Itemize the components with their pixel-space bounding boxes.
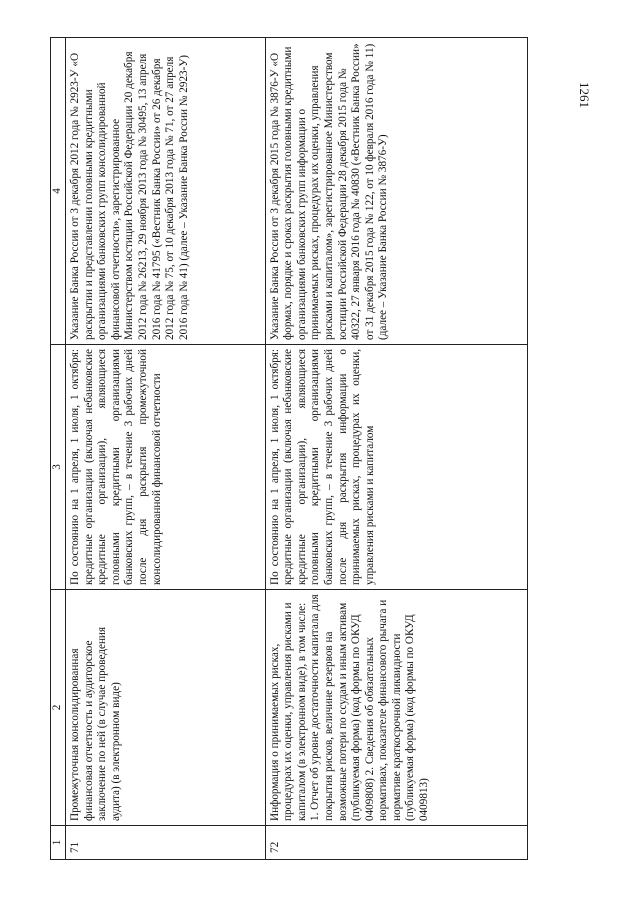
table-header-row xyxy=(51,38,66,860)
rotated-page-content xyxy=(50,38,528,860)
header-col-4: 4 xyxy=(51,38,66,345)
disclosure-terms-cell: По состоянию на 1 апреля, 1 июля, 1 октября: кредитные организации (включая небанковские кредитные организации), являющиеся головными кредитными организациями банковских групп, – в течение 3 рабочих дней после дня раскрытия промежуточной консолидированной финансовой отчетности xyxy=(66,345,266,590)
legal-basis-cell: Указание Банка России от 3 декабря 2012 года № 2923-У «О раскрытии и представлении головными кредитными организациями банковских групп консолидированной финансовой отчетности», зарегистрированное Министерством юстиции Российской Федерации 20 декабря 2012 года № 26213, 29 ноября 2013 года № 30495, 13 апреля 2016 года № 41795 («Вестник Банка России» от 26 декабря 2012 года № 75, от 10 декабря 2013 года № 71, от 27 апреля 2016 года № 41) (далее – Указание Банка России № 2923-У) xyxy=(66,38,266,345)
regulation-table xyxy=(50,37,528,860)
document-name-cell: Информация о принимаемых рисках, процедурах их оценки, управления рисками и капиталом (в электронном виде), в том числе: 1. Отчет об уровне достаточности капитала для покрытия рисков, величине резервов на возможные потери по ссудам и иным активам (публикуемая форма) (код формы по ОКУД 0409808) 2. Сведения об обязательных нормативах, показателе финансового рычага и нормативе краткосрочной ликвидности (публикуемая форма) (код формы по ОКУД 0409813) xyxy=(265,590,527,826)
legal-basis-cell: Указание Банка России от 3 декабря 2015 года № 3876-У «О формах, порядке и сроках раскрытия головными кредитными организациями банковских групп информации о принимаемых рисках, процедурах их оценки, управления рисками и капиталом», зарегистрированное Министерством юстиции Российской Федерации 28 декабря 2015 года № 40322, 27 января 2016 года № 40830 («Вестник Банка России» от 31 декабря 2015 года № 122, от 10 февраля 2016 года № 11) (далее – Указание Банка России № 3876-У) xyxy=(265,38,527,345)
table-row xyxy=(66,38,266,860)
header-col-2: 2 xyxy=(51,590,66,826)
header-col-1: 1 xyxy=(51,826,66,860)
page-number: 1261 xyxy=(577,82,592,108)
header-col-3: 3 xyxy=(51,345,66,590)
table-row xyxy=(265,38,527,860)
document-name-cell: Промежуточная консолидированная финансовая отчетность и аудиторское заключение по ней (в случае проведения аудита) (в электронном виде) xyxy=(66,590,266,826)
disclosure-terms-cell: По состоянию на 1 апреля, 1 июля, 1 октября: кредитные организации (включая небанковские кредитные организации), являющиеся головными кредитными организациями банковских групп, – в течение 3 рабочих дней после дня раскрытия информации о принимаемых рисках, процедурах их оценки, управления рисками и капиталом xyxy=(265,345,527,590)
row-number: 71 xyxy=(66,826,266,860)
row-number: 72 xyxy=(265,826,527,860)
